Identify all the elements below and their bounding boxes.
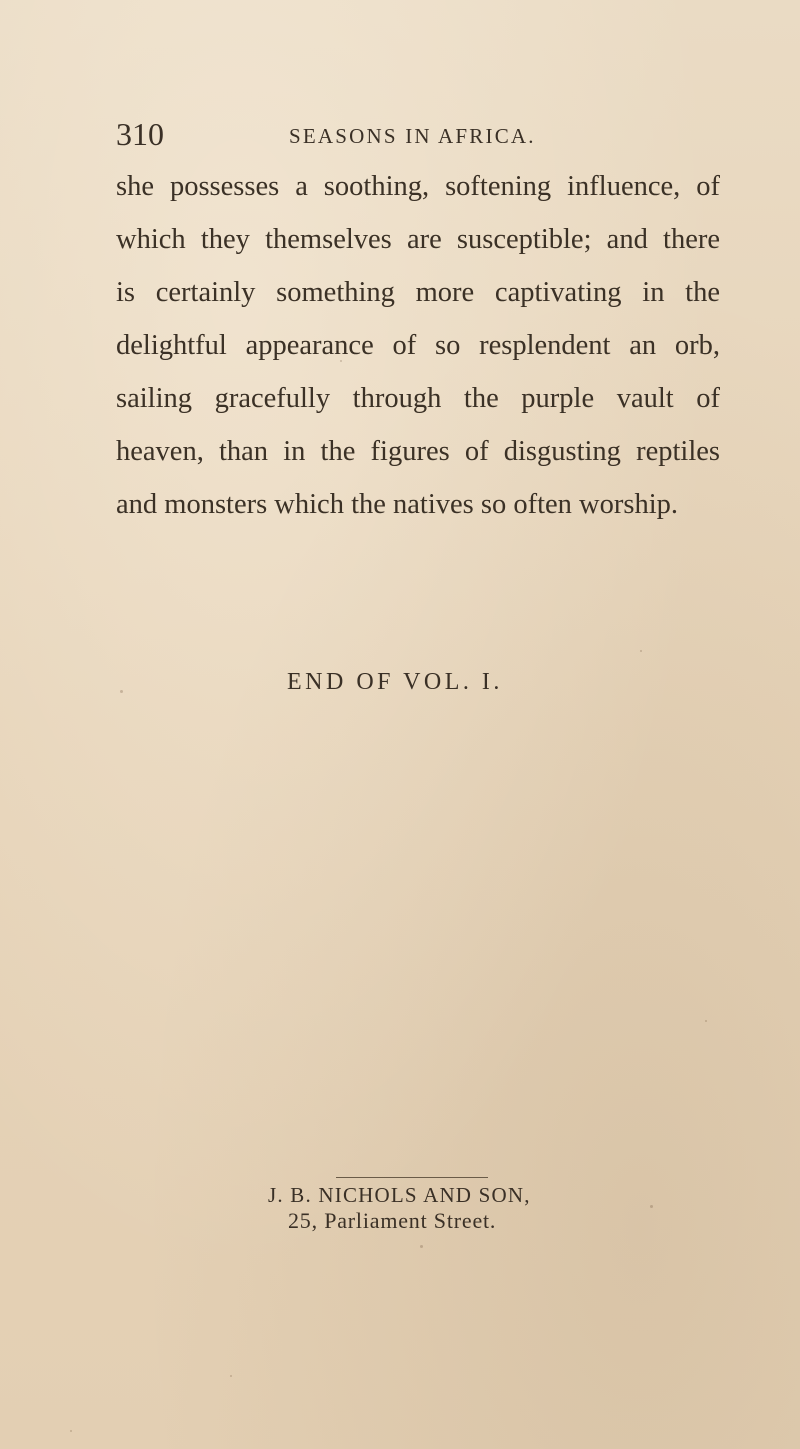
- printer-name: J. B. NICHOLS AND SON,: [268, 1183, 531, 1207]
- text-line: sailing gracefully through the purple vault of: [116, 383, 720, 414]
- imprint-rule: [336, 1177, 488, 1178]
- text-line: which they themselves are susceptible; and there: [116, 224, 720, 255]
- body-paragraph: [116, 160, 720, 531]
- text-line: and monsters which the natives so often worship.: [116, 489, 678, 520]
- text-line: delightful appearance of so resplendent an orb,: [116, 330, 720, 361]
- text-line: heaven, than in the figures of disgusting reptiles: [116, 436, 720, 467]
- running-head: SEASONS IN AFRICA.: [289, 124, 536, 148]
- end-of-volume-note: END OF VOL. I.: [287, 669, 503, 695]
- printer-address: 25, Parliament Street.: [288, 1208, 497, 1233]
- text-line: is certainly something more captivating in the: [116, 277, 720, 308]
- printer-imprint: [268, 1182, 568, 1234]
- text-line: she possesses a soothing, softening influence, of: [116, 171, 720, 202]
- page-number: 310: [116, 116, 164, 152]
- page-header: [116, 118, 716, 150]
